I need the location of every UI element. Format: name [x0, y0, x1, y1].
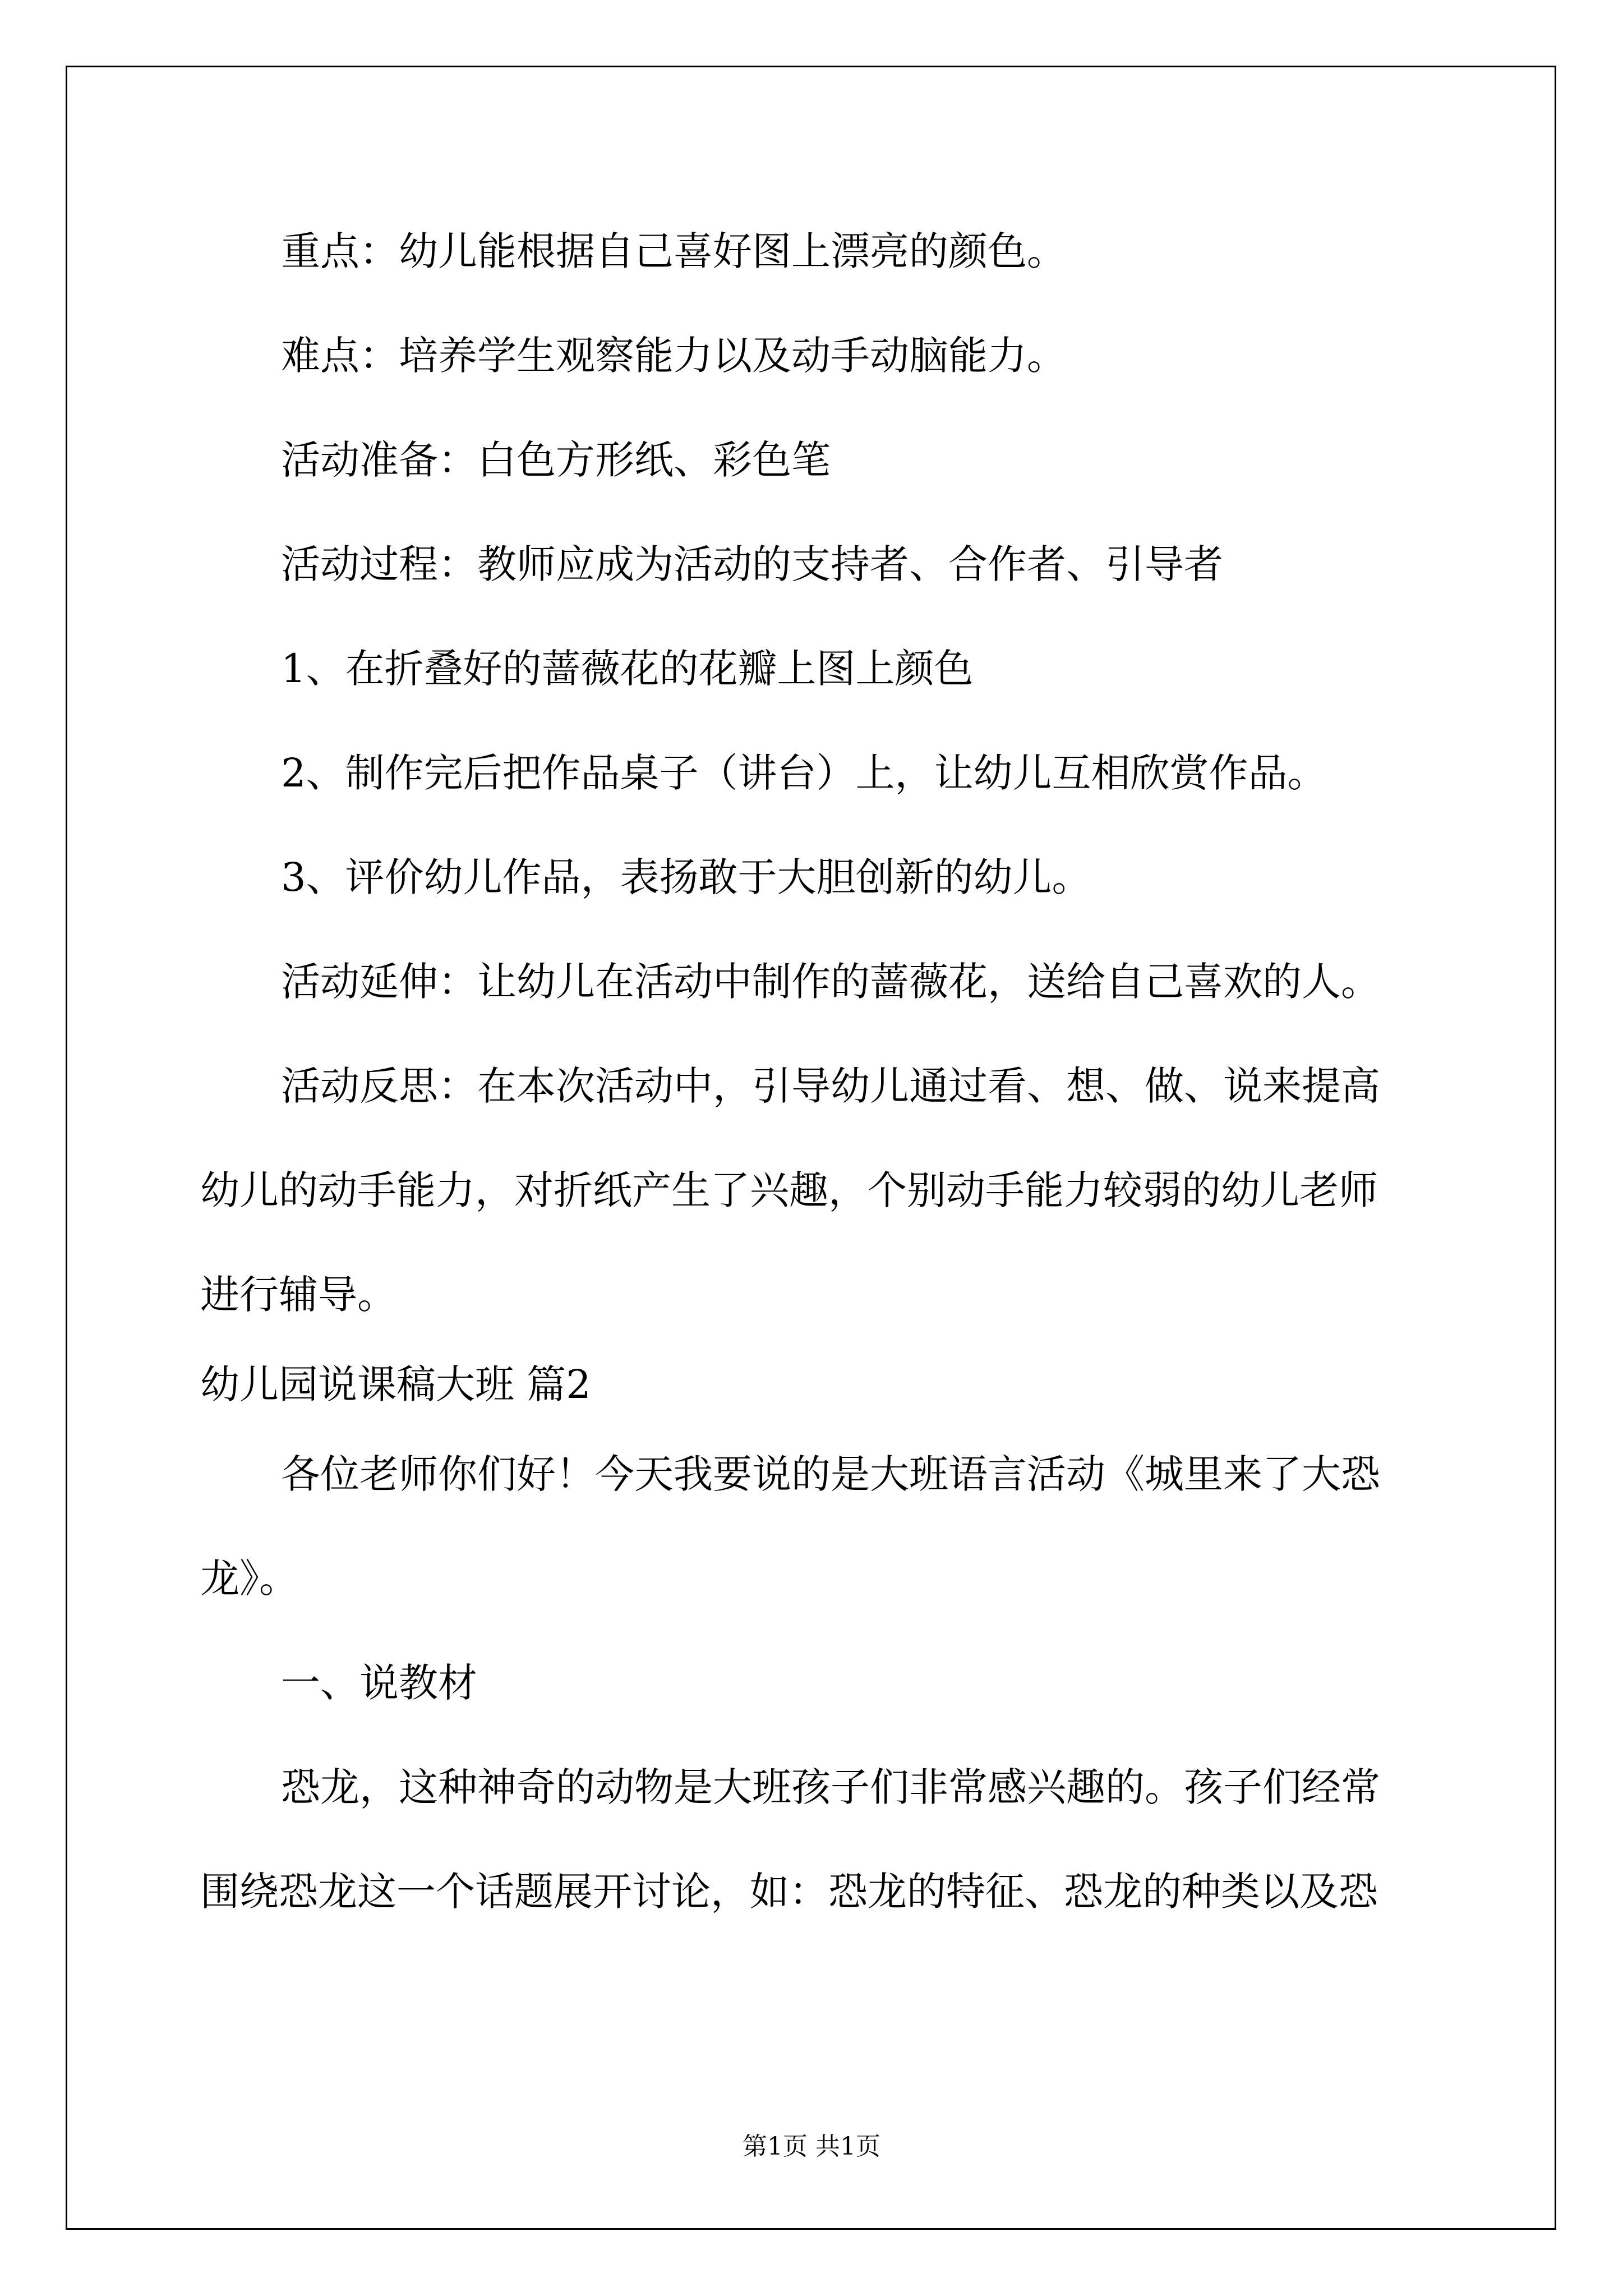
text-line-extension: 活动延伸：让幼儿在活动中制作的蔷薇花，送给自己喜欢的人。	[281, 959, 1380, 1005]
section-heading: 幼儿园说课稿大班 篇2	[200, 1361, 591, 1407]
text-line-preparation: 活动准备：白色方形纸、彩色笔	[281, 437, 831, 483]
text-line-dinosaur-cont: 围绕恐龙这一个话题展开讨论，如：恐龙的特征、恐龙的种类以及恐	[200, 1869, 1378, 1915]
text-line-key-point: 重点：幼儿能根据自己喜好图上漂亮的颜色。	[281, 228, 1066, 274]
text-line-step-3: 3、评价幼儿作品，表扬敢于大胆创新的幼儿。	[281, 854, 1091, 900]
text-line-reflection: 活动反思：在本次活动中，引导幼儿通过看、想、做、说来提高	[281, 1063, 1380, 1109]
page-number-footer: 第1页 共1页	[743, 2132, 880, 2161]
text-line-step-2: 2、制作完后把作品桌子（讲台）上，让幼儿互相欣赏作品。	[281, 750, 1327, 796]
text-line-greeting: 各位老师你们好！今天我要说的是大班语言活动《城里来了大恐	[281, 1451, 1380, 1497]
subheading-teaching-material: 一、说教材	[281, 1660, 477, 1706]
text-line-greeting-cont: 龙》。	[200, 1556, 298, 1602]
text-line-reflection-cont-2: 进行辅导。	[200, 1272, 396, 1318]
text-line-process: 活动过程：教师应成为活动的支持者、合作者、引导者	[281, 541, 1223, 587]
text-line-difficulty: 难点：培养学生观察能力以及动手动脑能力。	[281, 333, 1066, 379]
text-line-reflection-cont-1: 幼儿的动手能力，对折纸产生了兴趣，个别动手能力较弱的幼儿老师	[200, 1167, 1378, 1213]
text-line-step-1: 1、在折叠好的蔷薇花的花瓣上图上颜色	[281, 646, 974, 692]
text-line-dinosaur: 恐龙，这种神奇的动物是大班孩子们非常感兴趣的。孩子们经常	[281, 1764, 1380, 1810]
